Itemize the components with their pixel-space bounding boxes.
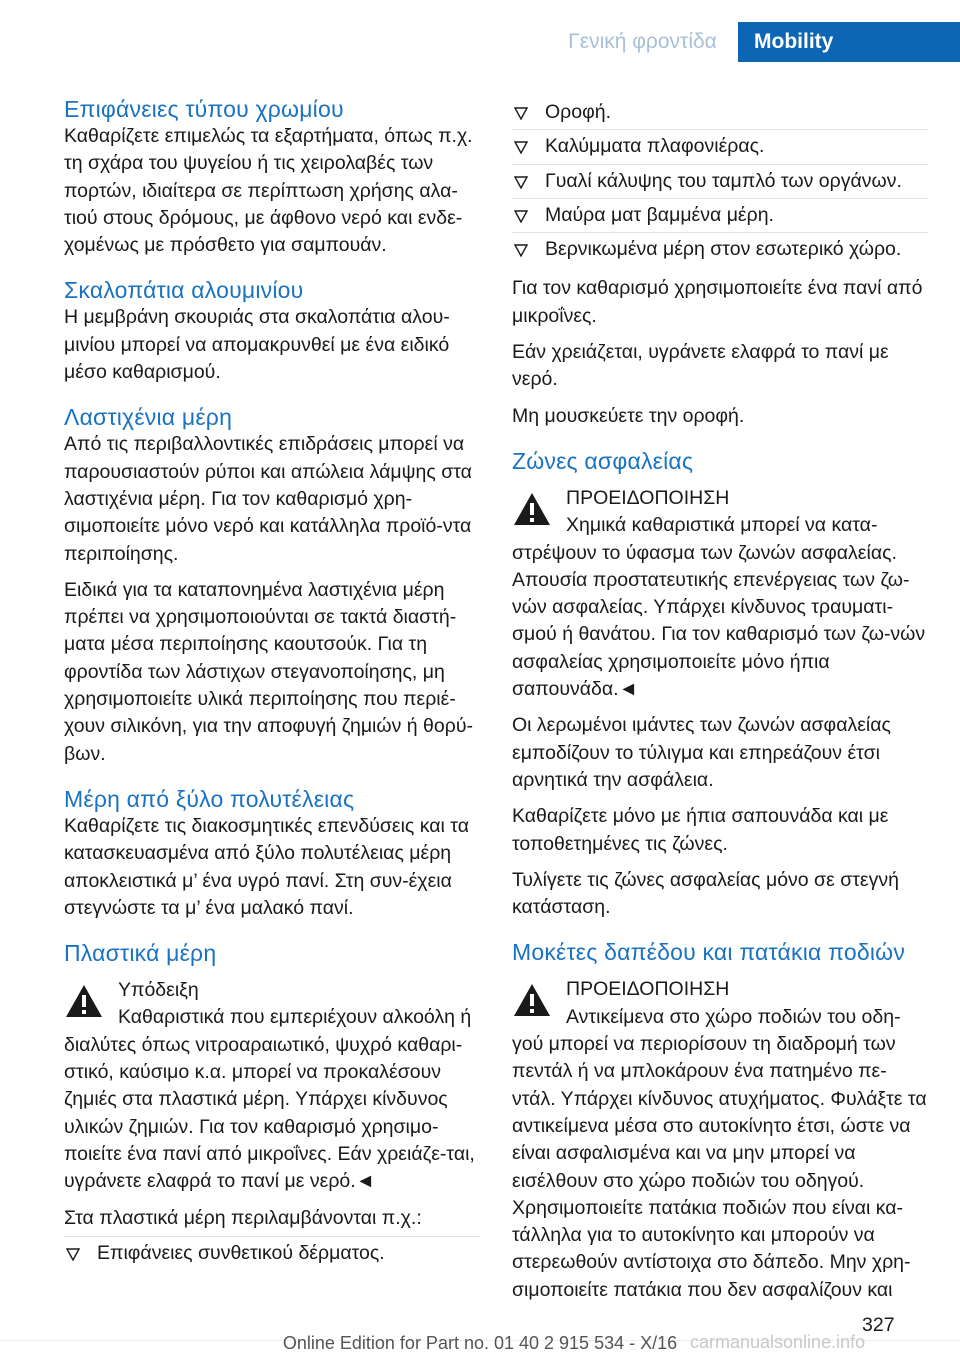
triangle-bullet-icon bbox=[514, 106, 528, 120]
section-title-fine-wood: Μέρη από ξύλο πολυτέλειας bbox=[64, 785, 355, 812]
section-title-rubber-parts: Λαστιχένια μέρη bbox=[64, 404, 233, 431]
warning-text: Χημικά καθαριστικά μπορεί να κατα‐στρέψουν το ύφασμα των ζωνών ασφαλείας. Απουσία προστατευτικής επενέργειας των ζω‐νών ασφαλείας. Υπάρχει κίνδυνος τραυματι‐σμού ή θανάτου. Για τον καθαρισμό των ζω‐νών ασφαλείας χρησιμοποιείτε μόνο ήπια σαπουνάδα.◄ bbox=[512, 514, 926, 701]
triangle-bullet-icon bbox=[514, 209, 528, 223]
section-title-seat-belts: Ζώνες ασφαλείας bbox=[512, 447, 694, 474]
list-item bbox=[512, 164, 928, 198]
notice-box bbox=[64, 977, 480, 1195]
left-column bbox=[64, 96, 480, 1270]
triangle-bullet-icon bbox=[514, 140, 528, 154]
triangle-bullet-icon bbox=[514, 243, 528, 257]
warning-box bbox=[512, 485, 928, 703]
bullet-list bbox=[512, 96, 928, 266]
tab-general-care[interactable]: Γενική φροντίδα bbox=[550, 22, 735, 62]
list-item-text: Επιφάνειες συνθετικού δέρματος. bbox=[97, 1241, 385, 1264]
footer-edition: Online Edition for Part no. 01 40 2 915 534 - X/16 bbox=[282, 1333, 678, 1353]
paragraph: Στα πλαστικά μέρη περιλαμβάνονται π.χ.: bbox=[64, 1206, 422, 1229]
paragraph: Καθαρίζετε μόνο με ήπια σαπουνάδα και με τοποθετημένες τις ζώνες. bbox=[512, 805, 889, 855]
notice-text: Καθαριστικά που εμπεριέχουν αλκοόλη ή διαλύτες όπως νιτροαραιωτικό, ψυχρό καθαρι‐στικό, καύσιμο κ.α. μπορεί να προκαλέσουν ζημιές στα πλαστικά μέρη. Υπάρχει κίνδυνος υλικών ζημιών. Για τον καθαρισμό χρησιμο‐ποιείτε ένα πανί από μικροΐνες. Εάν χρειάζε‐ται, υγράνετε ελαφρά το πανί με νερό.◄ bbox=[64, 1006, 475, 1193]
triangle-bullet-icon bbox=[514, 175, 528, 189]
list-item-text: Καλύμματα πλαφονιέρας. bbox=[545, 135, 765, 158]
page-number: 327 bbox=[862, 1314, 895, 1336]
list-item bbox=[64, 1237, 480, 1270]
tab-mobility[interactable]: Mobility bbox=[738, 22, 960, 62]
paragraph: Εάν χρειάζεται, υγράνετε ελαφρά το πανί με νερό. bbox=[512, 341, 889, 391]
section-title-plastic-parts: Πλαστικά μέρη bbox=[64, 940, 217, 967]
list-item bbox=[512, 232, 928, 266]
paragraph: Καθαρίζετε τις διακοσμητικές επενδύσεις και τα κατασκευασμένα από ξύλο πολυτέλειας μέρη αποκλειστικά μ’ ένα υγρό πανί. Στη συν‐έχεια στεγνώστε τα μ’ ένα μαλακό πανί. bbox=[64, 814, 469, 919]
warning-icon bbox=[512, 491, 552, 527]
page-header bbox=[0, 0, 960, 62]
triangle-bullet-icon bbox=[66, 1247, 80, 1261]
notice-title: Υπόδειξη bbox=[118, 979, 199, 1002]
list-item bbox=[512, 198, 928, 232]
watermark: carmanualsonline.info bbox=[690, 1332, 866, 1352]
bullet-list bbox=[64, 1236, 480, 1270]
warning-icon bbox=[512, 982, 552, 1018]
warning-box bbox=[512, 976, 928, 1304]
warning-text: Αντικείμενα στο χώρο ποδιών του οδη‐γού μπορεί να περιορίσουν τη διαδρομή των πεντάλ ή να μπλοκάρουν ένα πατημένο πε‐ντάλ. Υπάρχει κίνδυνος ατυχήματος. Φυλάξτε τα αντικείμενα μέσα στο αυτοκίνητο έτσι, ώστε να είναι ασφαλισμένα και να μην μπορεί να εισέλθουν στο χώρο ποδιών του οδηγού. Χρησιμοποιείτε πατάκια ποδιών που είναι κα‐τάλληλα για το αυτοκίνητο και μπορούν να στερεωθούν αντίστοιχα στο δάπεδο. Μην χρη‐σιμοποιείτε πατάκια που δεν ασφαλίζουν και bbox=[512, 1005, 927, 1301]
section-title-floor-mats: Μοκέτες δαπέδου και πατάκια ποδιών bbox=[512, 939, 906, 966]
paragraph: Καθαρίζετε επιμελώς τα εξαρτήματα, όπως π.χ. τη σχάρα του ψυγείου ή τις χειρολαβές των πορτών, ιδιαίτερα σε περίπτωση χρήσης αλα‐τιού στους δρόμους, με άφθονο νερό και ενδε‐χομένως με πρόσθετο για σαμπουάν. bbox=[64, 125, 473, 257]
warning-title: ΠΡΟΕΙΔΟΠΟΙΗΣΗ bbox=[566, 486, 730, 509]
paragraph: Για τον καθαρισμό χρησιμοποιείτε ένα πανί από μικροΐνες. bbox=[512, 277, 923, 327]
section-title-aluminium-steps: Σκαλοπάτια αλουμινίου bbox=[64, 277, 304, 304]
list-item-text: Μαύρα ματ βαμμένα μέρη. bbox=[545, 203, 774, 226]
right-column bbox=[512, 96, 928, 1304]
warning-title: ΠΡΟΕΙΔΟΠΟΙΗΣΗ bbox=[566, 978, 730, 1001]
paragraph: Ειδικά για τα καταπονημένα λαστιχένια μέρη πρέπει να χρησιμοποιούνται σε τακτά διαστή‐ματα μέσα περιποίησης καουτσούκ. Για τη φροντίδα των λάστιχων στεγανοποίησης, μη χρησιμοποιείτε υλικά περιποίησης που περιέ‐χουν σιλικόνη, για την αποφυγή ζημιών ή θορύ‐βων. bbox=[64, 578, 473, 765]
paragraph: Μη μουσκεύετε την οροφή. bbox=[512, 404, 745, 427]
list-item bbox=[512, 129, 928, 163]
paragraph: Τυλίγετε τις ζώνες ασφαλείας μόνο σε στεγνή κατάσταση. bbox=[512, 868, 899, 919]
list-item bbox=[512, 96, 928, 129]
paragraph: Οι λερωμένοι ιμάντες των ζωνών ασφαλείας εμποδίζουν το τύλιγμα και επηρεάζουν έτσι αρνητικά την ασφάλεια. bbox=[512, 714, 891, 791]
section-title-chrome: Επιφάνειες τύπου χρωμίου bbox=[64, 96, 344, 122]
list-item-text: Γυαλί κάλυψης του ταμπλό των οργάνων. bbox=[545, 169, 902, 192]
paragraph: Από τις περιβαλλοντικές επιδράσεις μπορεί να παρουσιαστούν ρύποι και απώλεια λάμψης στα λαστιχένια μέρη. Για τον καθαρισμό χρη‐σιμοποιείτε μόνο νερό και κατάλληλα προϊό‐ντα περιποίησης. bbox=[64, 433, 472, 565]
warning-icon bbox=[64, 983, 104, 1019]
list-item-text: Οροφή. bbox=[545, 101, 612, 123]
list-item-text: Βερνικωμένα μέρη στον εσωτερικό χώρο. bbox=[545, 238, 902, 261]
paragraph: Η μεμβράνη σκουριάς στα σκαλοπάτια αλου‐μινίου μπορεί να απομακρυνθεί με ένα ειδικό μέσο καθαρισμού. bbox=[64, 306, 450, 384]
